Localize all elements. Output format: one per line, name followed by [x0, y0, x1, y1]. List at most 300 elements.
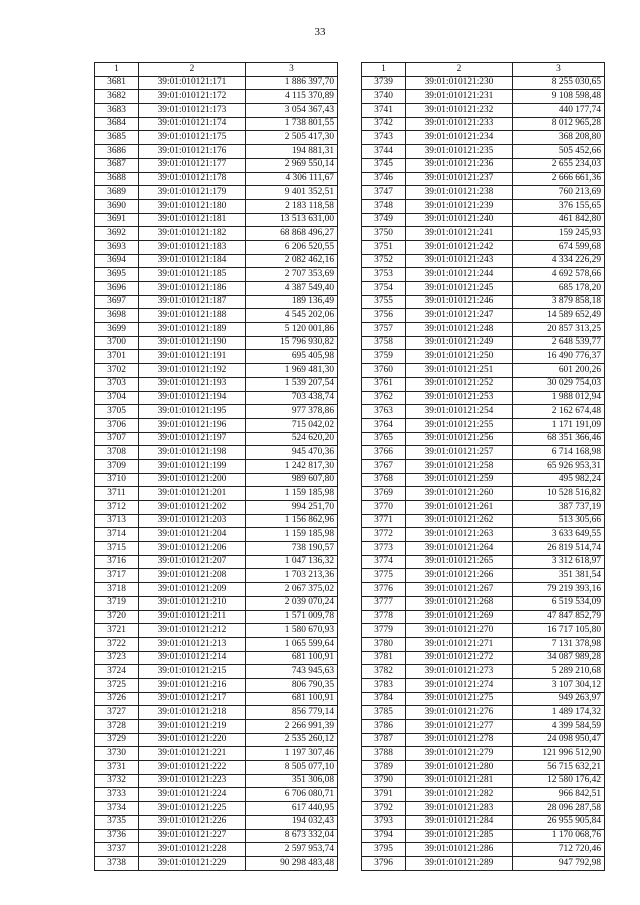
table-row: [95, 254, 338, 268]
row-number: 3695: [95, 268, 139, 282]
row-number: 3752: [362, 254, 406, 268]
cadastral-value: 674 599,68: [513, 240, 605, 254]
cadastral-value: 6 206 520,55: [246, 240, 338, 254]
table-row: [95, 446, 338, 460]
row-number: 3729: [95, 733, 139, 747]
cadastral-value: 949 263,97: [513, 692, 605, 706]
cadastral-value: 2 039 070,24: [246, 596, 338, 610]
table-row: [95, 282, 338, 296]
cadastral-number: 39:01:010121:230: [406, 76, 513, 90]
table-row: [362, 377, 605, 391]
table-row: [362, 131, 605, 145]
row-number: 3744: [362, 145, 406, 159]
row-number: 3701: [95, 350, 139, 364]
table-row: [95, 418, 338, 432]
row-number: 3776: [362, 583, 406, 597]
cadastral-value: 495 982,24: [513, 473, 605, 487]
cadastral-number: 39:01:010121:270: [406, 624, 513, 638]
row-number: 3787: [362, 733, 406, 747]
table-row: [362, 815, 605, 829]
cadastral-value: 30 029 754,03: [513, 377, 605, 391]
table-row: [95, 569, 338, 583]
row-number: 3705: [95, 405, 139, 419]
table-row: [95, 405, 338, 419]
cadastral-number: 39:01:010121:237: [406, 172, 513, 186]
row-number: 3700: [95, 336, 139, 350]
cadastral-value: 79 219 393,16: [513, 583, 605, 597]
cadastral-number: 39:01:010121:192: [139, 364, 246, 378]
table-row: [95, 610, 338, 624]
cadastral-number: 39:01:010121:253: [406, 391, 513, 405]
cadastral-number: 39:01:010121:198: [139, 446, 246, 460]
cadastral-number: 39:01:010121:179: [139, 186, 246, 200]
row-number: 3688: [95, 172, 139, 186]
table-row: [95, 542, 338, 556]
cadastral-number: 39:01:010121:182: [139, 227, 246, 241]
cadastral-number: 39:01:010121:242: [406, 240, 513, 254]
cadastral-value: 16 717 105,80: [513, 624, 605, 638]
row-number: 3782: [362, 665, 406, 679]
cadastral-number: 39:01:010121:190: [139, 336, 246, 350]
table-row: [362, 514, 605, 528]
cadastral-number: 39:01:010121:186: [139, 282, 246, 296]
cadastral-number: 39:01:010121:180: [139, 199, 246, 213]
cadastral-value: 7 131 378,98: [513, 637, 605, 651]
row-number: 3770: [362, 501, 406, 515]
cadastral-value: 4 306 111,67: [246, 172, 338, 186]
row-number: 3793: [362, 815, 406, 829]
cadastral-value: 2 969 550,14: [246, 158, 338, 172]
cadastral-value: 194 881,31: [246, 145, 338, 159]
cadastral-value: 26 819 514,74: [513, 542, 605, 556]
row-number: 3733: [95, 788, 139, 802]
table-row: [95, 104, 338, 118]
table-row: [362, 104, 605, 118]
cadastral-number: 39:01:010121:238: [406, 186, 513, 200]
cadastral-number: 39:01:010121:204: [139, 528, 246, 542]
table-row: [95, 843, 338, 857]
cadastral-number: 39:01:010121:243: [406, 254, 513, 268]
cadastral-value: 4 115 370,89: [246, 90, 338, 104]
cadastral-number: 39:01:010121:189: [139, 323, 246, 337]
cadastral-number: 39:01:010121:264: [406, 542, 513, 556]
row-number: 3711: [95, 487, 139, 501]
column-header-cadastral: 2: [139, 63, 246, 77]
table-row: [95, 501, 338, 515]
cadastral-value: 2 597 953,74: [246, 843, 338, 857]
cadastral-value: 1 156 862,96: [246, 514, 338, 528]
cadastral-number: 39:01:010121:229: [139, 856, 246, 870]
cadastral-number: 39:01:010121:254: [406, 405, 513, 419]
table-row: [362, 418, 605, 432]
row-number: 3696: [95, 282, 139, 296]
cadastral-value: 2 666 661,36: [513, 172, 605, 186]
table-row: [95, 637, 338, 651]
cadastral-value: 1 703 213,36: [246, 569, 338, 583]
cadastral-value: 6 714 168,98: [513, 446, 605, 460]
table-row: [95, 692, 338, 706]
cadastral-number: 39:01:010121:240: [406, 213, 513, 227]
cadastral-number: 39:01:010121:282: [406, 788, 513, 802]
table-row: [362, 158, 605, 172]
cadastral-value: 1 197 307,46: [246, 747, 338, 761]
row-number: 3765: [362, 432, 406, 446]
cadastral-number: 39:01:010121:181: [139, 213, 246, 227]
cadastral-number: 39:01:010121:173: [139, 104, 246, 118]
table-row: [362, 213, 605, 227]
row-number: 3763: [362, 405, 406, 419]
cadastral-value: 121 996 512,90: [513, 747, 605, 761]
cadastral-number: 39:01:010121:214: [139, 651, 246, 665]
row-number: 3691: [95, 213, 139, 227]
table-row: [362, 391, 605, 405]
row-number: 3788: [362, 747, 406, 761]
table-row: [362, 624, 605, 638]
table-row: [362, 227, 605, 241]
row-number: 3717: [95, 569, 139, 583]
table-row: [362, 117, 605, 131]
cadastral-number: 39:01:010121:259: [406, 473, 513, 487]
cadastral-value: 1 065 599,64: [246, 637, 338, 651]
cadastral-value: 989 607,80: [246, 473, 338, 487]
cadastral-value: 856 779,14: [246, 706, 338, 720]
row-number: 3690: [95, 199, 139, 213]
cadastral-number: 39:01:010121:272: [406, 651, 513, 665]
table-row: [362, 254, 605, 268]
row-number: 3743: [362, 131, 406, 145]
row-number: 3771: [362, 514, 406, 528]
cadastral-number: 39:01:010121:226: [139, 815, 246, 829]
cadastral-value: 703 438,74: [246, 391, 338, 405]
cadastral-value: 617 440,95: [246, 802, 338, 816]
row-number: 3774: [362, 555, 406, 569]
cadastral-number: 39:01:010121:200: [139, 473, 246, 487]
cadastral-value: 3 107 304,12: [513, 678, 605, 692]
cadastral-value: 6 519 534,09: [513, 596, 605, 610]
table-row: [95, 788, 338, 802]
cadastral-number: 39:01:010121:199: [139, 459, 246, 473]
table-row: [95, 747, 338, 761]
cadastral-value: 376 155,65: [513, 199, 605, 213]
cadastral-number: 39:01:010121:283: [406, 802, 513, 816]
row-number: 3735: [95, 815, 139, 829]
row-number: 3713: [95, 514, 139, 528]
cadastral-number: 39:01:010121:201: [139, 487, 246, 501]
cadastral-value: 743 945,63: [246, 665, 338, 679]
row-number: 3683: [95, 104, 139, 118]
table-row: [362, 802, 605, 816]
row-number: 3686: [95, 145, 139, 159]
row-number: 3748: [362, 199, 406, 213]
table-row: [362, 542, 605, 556]
table-row: [362, 692, 605, 706]
cadastral-number: 39:01:010121:208: [139, 569, 246, 583]
table-row: [362, 186, 605, 200]
cadastral-number: 39:01:010121:231: [406, 90, 513, 104]
cadastral-value: 8 255 030,65: [513, 76, 605, 90]
cadastral-number: 39:01:010121:262: [406, 514, 513, 528]
row-number: 3736: [95, 829, 139, 843]
table-row: [362, 555, 605, 569]
cadastral-value: 1 539 207,54: [246, 377, 338, 391]
cadastral-value: 1 969 481,30: [246, 364, 338, 378]
table-row: [95, 131, 338, 145]
row-number: 3783: [362, 678, 406, 692]
cadastral-value: 1 988 012,94: [513, 391, 605, 405]
table-row: [95, 268, 338, 282]
cadastral-number: 39:01:010121:241: [406, 227, 513, 241]
cadastral-value: 20 857 313,25: [513, 323, 605, 337]
cadastral-value: 681 100,91: [246, 692, 338, 706]
table-row: [362, 569, 605, 583]
cadastral-value: 56 715 632,21: [513, 761, 605, 775]
page-number: 33: [314, 26, 326, 38]
cadastral-value: 977 378,86: [246, 405, 338, 419]
cadastral-value: 2 648 539,77: [513, 336, 605, 350]
cadastral-value: 351 306,08: [246, 774, 338, 788]
cadastral-number: 39:01:010121:279: [406, 747, 513, 761]
cadastral-number: 39:01:010121:236: [406, 158, 513, 172]
row-number: 3745: [362, 158, 406, 172]
table-row: [362, 637, 605, 651]
cadastral-number: 39:01:010121:209: [139, 583, 246, 597]
table-row: [95, 240, 338, 254]
cadastral-number: 39:01:010121:195: [139, 405, 246, 419]
cadastral-value: 1 738 801,55: [246, 117, 338, 131]
cadastral-number: 39:01:010121:251: [406, 364, 513, 378]
row-number: 3687: [95, 158, 139, 172]
cadastral-value: 461 842,80: [513, 213, 605, 227]
cadastral-value: 3 312 618,97: [513, 555, 605, 569]
table-row: [362, 528, 605, 542]
row-number: 3710: [95, 473, 139, 487]
table-row: [95, 323, 338, 337]
cadastral-number: 39:01:010121:275: [406, 692, 513, 706]
row-number: 3758: [362, 336, 406, 350]
cadastral-number: 39:01:010121:273: [406, 665, 513, 679]
row-number: 3768: [362, 473, 406, 487]
cadastral-number: 39:01:010121:174: [139, 117, 246, 131]
cadastral-value: 1 886 397,70: [246, 76, 338, 90]
row-number: 3786: [362, 720, 406, 734]
table-row: [362, 501, 605, 515]
table-row: [95, 815, 338, 829]
row-number: 3720: [95, 610, 139, 624]
row-number: 3734: [95, 802, 139, 816]
row-number: 3703: [95, 377, 139, 391]
cadastral-number: 39:01:010121:265: [406, 555, 513, 569]
row-number: 3707: [95, 432, 139, 446]
cadastral-number: 39:01:010121:194: [139, 391, 246, 405]
cadastral-number: 39:01:010121:284: [406, 815, 513, 829]
column-header-value: 3: [246, 63, 338, 77]
row-number: 3790: [362, 774, 406, 788]
cadastral-value: 806 790,35: [246, 678, 338, 692]
cadastral-value: 1 489 174,32: [513, 706, 605, 720]
table-header-row: [95, 63, 338, 77]
cadastral-value: 2 707 353,69: [246, 268, 338, 282]
cadastral-value: 760 213,69: [513, 186, 605, 200]
cadastral-number: 39:01:010121:252: [406, 377, 513, 391]
cadastral-value: 368 208,80: [513, 131, 605, 145]
table-row: [95, 761, 338, 775]
row-number: 3750: [362, 227, 406, 241]
row-number: 3731: [95, 761, 139, 775]
table-row: [95, 720, 338, 734]
table-header-row: [362, 63, 605, 77]
cadastral-value: 4 334 226,29: [513, 254, 605, 268]
table-row: [95, 733, 338, 747]
table-row: [362, 172, 605, 186]
cadastral-value: 5 120 001,86: [246, 323, 338, 337]
cadastral-value: 15 796 930,82: [246, 336, 338, 350]
row-number: 3723: [95, 651, 139, 665]
cadastral-value: 194 032,43: [246, 815, 338, 829]
cadastral-value: 351 381,54: [513, 569, 605, 583]
table-row: [95, 158, 338, 172]
cadastral-value: 1 170 068,76: [513, 829, 605, 843]
table-row: [95, 432, 338, 446]
cadastral-value: 524 620,20: [246, 432, 338, 446]
table-row: [95, 583, 338, 597]
cadastral-number: 39:01:010121:278: [406, 733, 513, 747]
table-row: [362, 665, 605, 679]
table-row: [362, 268, 605, 282]
column-header-number: 1: [362, 63, 406, 77]
table-row: [362, 350, 605, 364]
cadastral-number: 39:01:010121:188: [139, 309, 246, 323]
row-number: 3759: [362, 350, 406, 364]
cadastral-number: 39:01:010121:245: [406, 282, 513, 296]
row-number: 3724: [95, 665, 139, 679]
row-number: 3767: [362, 459, 406, 473]
table-row: [362, 323, 605, 337]
table-row: [362, 596, 605, 610]
table-row: [362, 747, 605, 761]
cadastral-number: 39:01:010121:249: [406, 336, 513, 350]
table-row: [95, 172, 338, 186]
cadastral-value: 13 513 631,00: [246, 213, 338, 227]
cadastral-number: 39:01:010121:235: [406, 145, 513, 159]
cadastral-number: 39:01:010121:234: [406, 131, 513, 145]
row-number: 3775: [362, 569, 406, 583]
cadastral-value: 440 177,74: [513, 104, 605, 118]
row-number: 3757: [362, 323, 406, 337]
cadastral-value: 2 505 417,30: [246, 131, 338, 145]
table-row: [362, 774, 605, 788]
cadastral-value: 90 298 483,48: [246, 856, 338, 870]
cadastral-number: 39:01:010121:228: [139, 843, 246, 857]
table-row: [362, 336, 605, 350]
table-row: [362, 583, 605, 597]
cadastral-number: 39:01:010121:286: [406, 843, 513, 857]
row-number: 3718: [95, 583, 139, 597]
row-number: 3773: [362, 542, 406, 556]
row-number: 3762: [362, 391, 406, 405]
cadastral-value: 47 847 852,79: [513, 610, 605, 624]
row-number: 3780: [362, 637, 406, 651]
cadastral-number: 39:01:010121:248: [406, 323, 513, 337]
table-row: [95, 802, 338, 816]
row-number: 3749: [362, 213, 406, 227]
row-number: 3727: [95, 706, 139, 720]
cadastral-number: 39:01:010121:185: [139, 268, 246, 282]
cadastral-number: 39:01:010121:280: [406, 761, 513, 775]
cadastral-number: 39:01:010121:197: [139, 432, 246, 446]
cadastral-value: 1 580 670,93: [246, 624, 338, 638]
cadastral-value: 945 470,36: [246, 446, 338, 460]
row-number: 3785: [362, 706, 406, 720]
table-row: [362, 199, 605, 213]
table-row: [95, 555, 338, 569]
cadastral-number: 39:01:010121:196: [139, 418, 246, 432]
cadastral-value: 65 926 953,31: [513, 459, 605, 473]
row-number: 3739: [362, 76, 406, 90]
cadastral-value: 9 401 352,51: [246, 186, 338, 200]
cadastral-number: 39:01:010121:203: [139, 514, 246, 528]
cadastral-value: 6 706 080,71: [246, 788, 338, 802]
table-row: [95, 76, 338, 90]
cadastral-number: 39:01:010121:257: [406, 446, 513, 460]
cadastral-number: 39:01:010121:172: [139, 90, 246, 104]
cadastral-value: 2 266 991,39: [246, 720, 338, 734]
cadastral-value: 738 190,57: [246, 542, 338, 556]
row-number: 3685: [95, 131, 139, 145]
table-row: [95, 678, 338, 692]
cadastral-value: 8 505 077,10: [246, 761, 338, 775]
cadastral-value: 685 178,20: [513, 282, 605, 296]
cadastral-value: 34 087 989,28: [513, 651, 605, 665]
cadastral-number: 39:01:010121:276: [406, 706, 513, 720]
column-header-cadastral: 2: [406, 63, 513, 77]
cadastral-number: 39:01:010121:263: [406, 528, 513, 542]
table-row: [362, 282, 605, 296]
cadastral-value: 4 387 549,40: [246, 282, 338, 296]
cadastral-number: 39:01:010121:212: [139, 624, 246, 638]
row-number: 3708: [95, 446, 139, 460]
cadastral-value: 2 183 118,58: [246, 199, 338, 213]
cadastral-number: 39:01:010121:256: [406, 432, 513, 446]
table-row: [362, 761, 605, 775]
table-row: [362, 829, 605, 843]
row-number: 3692: [95, 227, 139, 241]
cadastral-value: 16 490 776,37: [513, 350, 605, 364]
cadastral-number: 39:01:010121:187: [139, 295, 246, 309]
row-number: 3702: [95, 364, 139, 378]
row-number: 3684: [95, 117, 139, 131]
table-row: [95, 624, 338, 638]
cadastral-number: 39:01:010121:222: [139, 761, 246, 775]
row-number: 3764: [362, 418, 406, 432]
cadastral-value: 8 012 965,28: [513, 117, 605, 131]
row-number: 3772: [362, 528, 406, 542]
row-number: 3741: [362, 104, 406, 118]
table-row: [362, 459, 605, 473]
table-row: [95, 596, 338, 610]
cadastral-value: 681 100,91: [246, 651, 338, 665]
cadastral-value: 189 136,49: [246, 295, 338, 309]
cadastral-value: 2 162 674,48: [513, 405, 605, 419]
left-table: [94, 62, 338, 871]
row-number: 3732: [95, 774, 139, 788]
cadastral-number: 39:01:010121:239: [406, 199, 513, 213]
cadastral-number: 39:01:010121:225: [139, 802, 246, 816]
cadastral-value: 2 655 234,03: [513, 158, 605, 172]
cadastral-number: 39:01:010121:232: [406, 104, 513, 118]
table-row: [362, 432, 605, 446]
row-number: 3766: [362, 446, 406, 460]
cadastral-number: 39:01:010121:269: [406, 610, 513, 624]
